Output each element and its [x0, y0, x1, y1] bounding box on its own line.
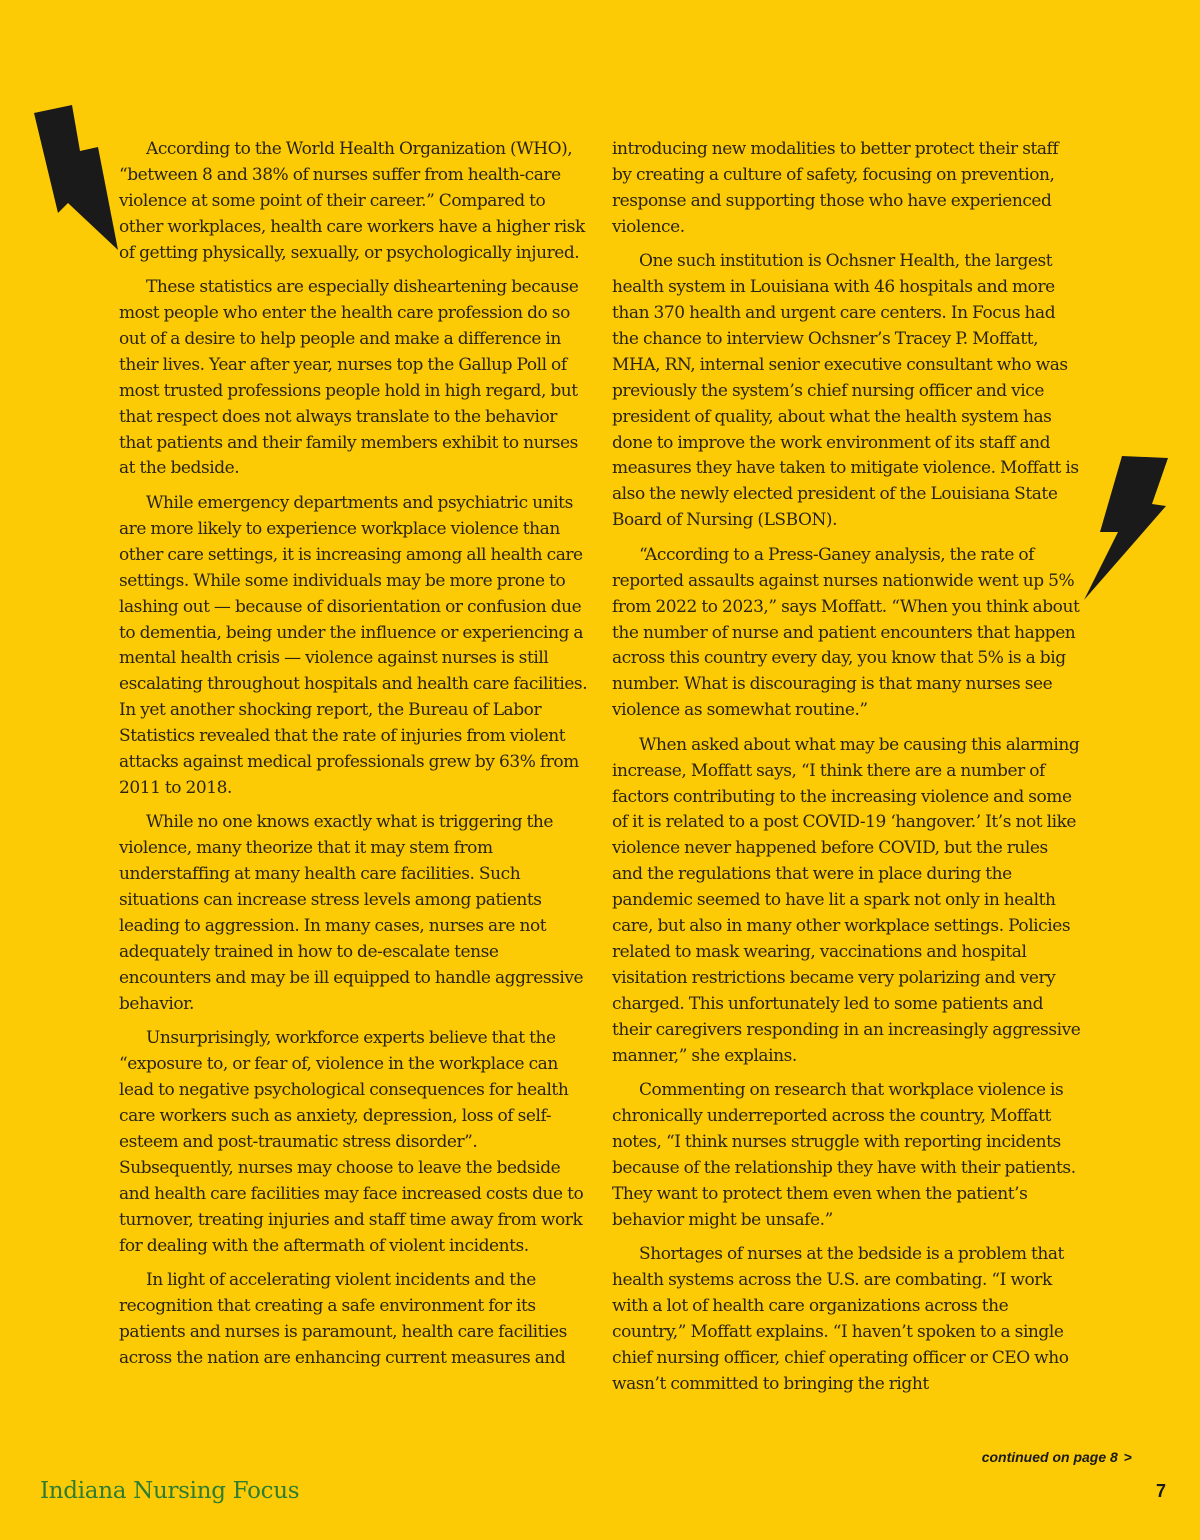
article-paragraph: While emergency departments and psychiatric units are more likely to experience workplace violence than other care settings, it is increasing among all health care settings. While some individuals may be more prone to lashing out — because of disorientation or confusion due to dementia, being under the influence or experiencing a mental health crisis — violence against nurses is still escalating throughout hospitals and health care facilities. In yet another shocking report, the Bureau of Labor Statistics revealed that the rate of injuries from violent attacks against medical professionals grew by 63% from 2011 to 2018. [119, 492, 588, 798]
article-right-column [612, 137, 1082, 1406]
article-paragraph: In light of accelerating violent incidents and the recognition that creating a safe environment for its patients and nurses is paramount, health care facilities across the nation are enhancing current measures and [119, 1270, 567, 1368]
continued-link[interactable] [982, 1449, 1132, 1465]
article-paragraph: These statistics are especially disheartening because most people who enter the health care profession do so out of a desire to help people and make a difference in their lives. Year after year, nurses top the Gallup Poll of most trusted professions people hold in high regard, but that respect does not always translate to the behavior that patients and their family members exhibit to nurses at the bedside. [119, 277, 579, 479]
article-paragraph: Shortages of nurses at the bedside is a problem that health systems across the U.S. are combating. “I work with a lot of health care organizations across the country,” Moffatt explains. “I haven’t spoken to a single chief nursing officer, chief operating officer or CEO who wasn’t committed to bringing the right [612, 1244, 1069, 1394]
article-paragraph: “According to a Press-Ganey analysis, the rate of reported assaults against nurses nationwide went up 5% from 2022 to 2023,” says Moffatt. “When you think about the number of nurse and patient encounters that happen across this country every day, you know that 5% is a big number. What is discouraging is that many nurses see violence as somewhat routine.” [612, 544, 1080, 721]
lightning-bolt-icon [34, 105, 118, 250]
article-paragraph: Unsurprisingly, workforce experts believe that the “exposure to, or fear of, violence in the workplace can lead to negative psychological consequences for health care workers such as anxiety, depression, loss of self-esteem and post-traumatic stress disorder”. Subsequently, nurses may choose to leave the bedside and health care facilities may face increased costs due to turnover, treating injuries and staff time away from work for dealing with the aftermath of violent incidents. [119, 1028, 584, 1256]
article-paragraph: According to the World Health Organization (WHO), “between 8 and 38% of nurses suffer from health-care violence at some point of their career.” Compared to other workplaces, health care workers have a higher risk of getting physically, sexually, or psychologically injured. [119, 139, 585, 263]
lightning-bolt-icon [1082, 456, 1168, 600]
article-paragraph: While no one knows exactly what is triggering the violence, many theorize that it may stem from understaffing at many health care facilities. Such situations can increase stress levels among patients leading to aggression. In many cases, nurses are not adequately trained in how to de-escalate tense encounters and may be ill equipped to handle aggressive behavior. [119, 812, 584, 1014]
article-left-column [119, 137, 589, 1380]
article-paragraph: Commenting on research that workplace violence is chronically underreported across the country, Moffatt notes, “I think nurses struggle with reporting incidents because of the relationship they have with their patients. They want to protect them even when the patient’s behavior might be unsafe.” [612, 1080, 1076, 1230]
article-paragraph: When asked about what may be causing this alarming increase, Moffatt says, “I think there are a number of factors contributing to the increasing violence and some of it is related to a post COVID-19 ‘hangover.’ It’s not like violence never happened before COVID, but the rules and the regulations that were in place during the pandemic seemed to have lit a spark not only in health care, but also in many other workplace settings. Policies related to mask wearing, vaccinations and hospital visitation restrictions became very polarizing and very charged. This unfortunately led to some patients and their caregivers responding in an increasingly aggressive manner,” she explains. [612, 734, 1081, 1066]
article-paragraph: One such institution is Ochsner Health, the largest health system in Louisiana with 46 hospitals and more than 370 health and urgent care centers. In Focus had the chance to interview Ochsner’s Tracey P. Moffatt, MHA, RN, internal senior executive consultant who was previously the system’s chief nursing officer and vice president of quality, about what the health system has done to improve the work environment of its staff and measures they have taken to mitigate violence. Moffatt is also the newly elected president of the Louisiana State Board of Nursing (LSBON). [612, 251, 1079, 531]
publication-title: Indiana Nursing Focus [40, 1478, 300, 1504]
chevron-right-icon: > [1123, 1449, 1132, 1465]
article-paragraph: introducing new modalities to better protect their staff by creating a culture of safety, focusing on prevention, response and supporting those who have experienced violence. [612, 139, 1059, 237]
page-number: 7 [1155, 1481, 1166, 1501]
continued-label: continued on page 8 [981, 1449, 1118, 1465]
